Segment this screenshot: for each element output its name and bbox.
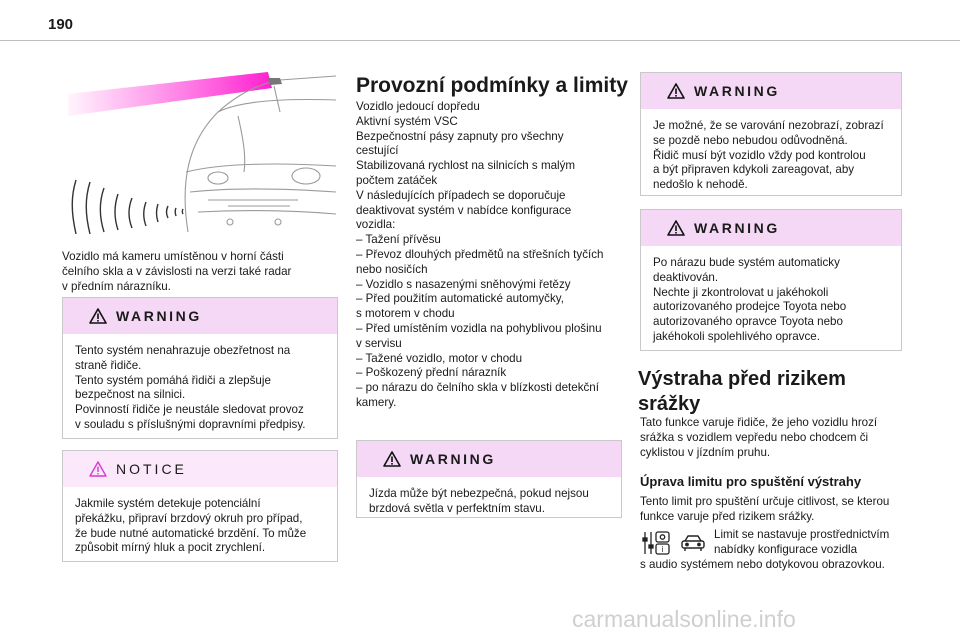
radar-waves xyxy=(72,180,183,234)
text-line: v souladu s příslušnými dopravními předpisy. xyxy=(75,417,306,431)
watermark: carmanualsonline.info xyxy=(572,606,796,632)
warning-triangle-icon xyxy=(667,83,685,99)
text-line: se pozdě nebo nebudou odůvodněná. xyxy=(653,133,848,147)
text-line: V následujících případech se doporučuje xyxy=(356,188,566,202)
text-line: – Tažení přívěsu xyxy=(356,233,441,247)
text-line: – po nárazu do čelního skla v blízkosti detekční xyxy=(356,381,599,395)
text-line: nedošlo k nehodě. xyxy=(653,178,748,192)
text-line: – Tažené vozidlo, motor v chodu xyxy=(356,351,523,365)
warning-body xyxy=(357,477,621,525)
text-line: deaktivován. xyxy=(653,270,719,284)
text-line: Vozidlo jedoucí dopředu xyxy=(356,100,480,113)
text-line: Aktivní systém VSC xyxy=(356,114,458,128)
text-line: deaktivovat systém v nabídce konfigurace xyxy=(356,203,572,217)
notice-body xyxy=(63,487,337,564)
warning-label: WARNING xyxy=(694,220,780,236)
section-title: Provozní podmínky a limity xyxy=(356,74,628,97)
text-line: Po nárazu bude systém automaticky xyxy=(653,256,840,269)
conditions-list xyxy=(356,100,603,411)
text-line: že bude nutné automatické brzdění. To může xyxy=(75,526,307,540)
notice-box xyxy=(62,450,338,562)
text-line: srážka s vozidlem vepředu nebo chodcem či xyxy=(640,430,869,444)
text-line: Stabilizovaná rychlost na silnicích s malým xyxy=(356,159,576,173)
intro-text xyxy=(640,416,877,460)
warning-box xyxy=(356,440,622,518)
text-line: Jízda může být nebezpečná, pokud nejsou xyxy=(369,487,589,500)
text-line: počtem zatáček xyxy=(356,173,438,187)
text-line: čelního skla a v závislosti na verzi také radar xyxy=(62,264,292,278)
warning-header xyxy=(641,210,901,246)
warning-body xyxy=(63,334,337,441)
warning-box xyxy=(640,72,902,196)
text-line: autorizovaného prodejce Toyota nebo xyxy=(653,300,847,314)
text-line: překážku, připraví brzdový okruh pro případ, xyxy=(75,511,303,525)
text-line: autorizovaného opravce Toyota nebo xyxy=(653,315,843,329)
text-line: v servisu xyxy=(356,336,402,350)
text-line: Tento limit pro spuštění určuje citlivost, se kterou xyxy=(640,495,890,508)
text-line: brzdová světla v perfektním stavu. xyxy=(369,501,545,515)
subsection-title: Úprava limitu pro spuštění výstrahy xyxy=(640,474,862,489)
text-line: cestující xyxy=(356,144,399,158)
text-line: a být připraven kdykoli zareagovat, aby xyxy=(653,163,855,177)
warning-triangle-icon xyxy=(89,308,107,324)
text-line: vozidla: xyxy=(356,218,396,232)
text-line: Povinností řidiče je neustále sledovat provoz xyxy=(75,403,304,417)
text-line: Tento systém nenahrazuje obezřetnost na xyxy=(75,344,291,357)
text-line: – Poškozený přední nárazník xyxy=(356,366,507,380)
page-number: 190 xyxy=(48,16,74,33)
notice-label: NOTICE xyxy=(116,461,187,477)
text-line: nebo nosičích xyxy=(356,262,428,276)
settings-menu-icon xyxy=(642,530,672,556)
car-icon xyxy=(680,534,706,552)
icon-text xyxy=(714,528,889,558)
text-line: straně řidiče. xyxy=(75,358,142,372)
svg-text:i: i xyxy=(661,545,664,554)
sub-intro-text xyxy=(640,495,889,525)
text-line: – Před použitím automatické automyčky, xyxy=(356,292,564,306)
warning-label: WARNING xyxy=(116,308,202,324)
camera-unit xyxy=(268,78,282,85)
text-line: – Vozidlo s nasazenými sněhovými řetězy xyxy=(356,277,571,291)
notice-header xyxy=(63,451,337,487)
warning-box xyxy=(62,297,338,439)
text-line: funkce varuje před rizikem srážky. xyxy=(640,509,815,523)
notice-triangle-icon xyxy=(89,461,107,477)
text-line: Nechte ji zkontrolovat u jakéhokoli xyxy=(653,285,829,299)
car-outline xyxy=(185,76,336,232)
title-line: Výstraha před rizikem xyxy=(638,368,846,390)
intro-text xyxy=(62,250,291,294)
warning-box xyxy=(640,209,902,351)
warning-body xyxy=(641,246,901,353)
text-line: způsobit mírný hluk a pocit zrychlení. xyxy=(75,541,266,555)
section-title xyxy=(638,367,846,417)
text-line: Vozidlo má kameru umístěnou v horní části xyxy=(62,250,284,263)
text-line: bezpečnost na silnici. xyxy=(75,388,186,402)
text-line: kamery. xyxy=(356,395,397,409)
text-line: Bezpečnostní pásy zapnuty pro všechny xyxy=(356,129,564,143)
text-line: nabídky konfigurace vozidla xyxy=(714,542,858,556)
warning-header xyxy=(357,441,621,477)
text-line: s motorem v chodu xyxy=(356,307,455,321)
warning-label: WARNING xyxy=(694,83,780,99)
warning-header xyxy=(641,73,901,109)
warning-label: WARNING xyxy=(410,451,496,467)
warning-triangle-icon xyxy=(667,220,685,236)
top-rule xyxy=(0,40,960,41)
text-line: cyklistou v jízdním pruhu. xyxy=(640,445,771,459)
text-line: Tato funkce varuje řidiče, že jeho vozidlu hrozí xyxy=(640,416,878,429)
text-line: s audio systémem nebo dotykovou obrazovkou. xyxy=(640,558,885,571)
text-line: Je možné, že se varování nezobrazí, zobrazí xyxy=(653,119,884,132)
title-line: srážky xyxy=(638,393,701,415)
text-line: Limit se nastavuje prostřednictvím xyxy=(714,528,890,541)
text-line: v předním nárazníku. xyxy=(62,279,171,293)
warning-body xyxy=(641,109,901,201)
text-line: Tento systém pomáhá řidiči a zlepšuje xyxy=(75,373,271,387)
warning-triangle-icon xyxy=(383,451,401,467)
text-line: jakéhokoli spolehlivého opravce. xyxy=(653,329,820,343)
last-line xyxy=(640,558,885,573)
text-line: – Převoz dlouhých předmětů na střešních tyčích xyxy=(356,247,604,261)
text-line: Řidič musí být vozidlo vždy pod kontrolou xyxy=(653,148,866,162)
text-line: – Před umístěním vozidla na pohyblivou plošinu xyxy=(356,321,602,335)
warning-header xyxy=(63,298,337,334)
camera-car-illustration xyxy=(68,72,336,234)
text-line: Jakmile systém detekuje potenciální xyxy=(75,497,261,510)
